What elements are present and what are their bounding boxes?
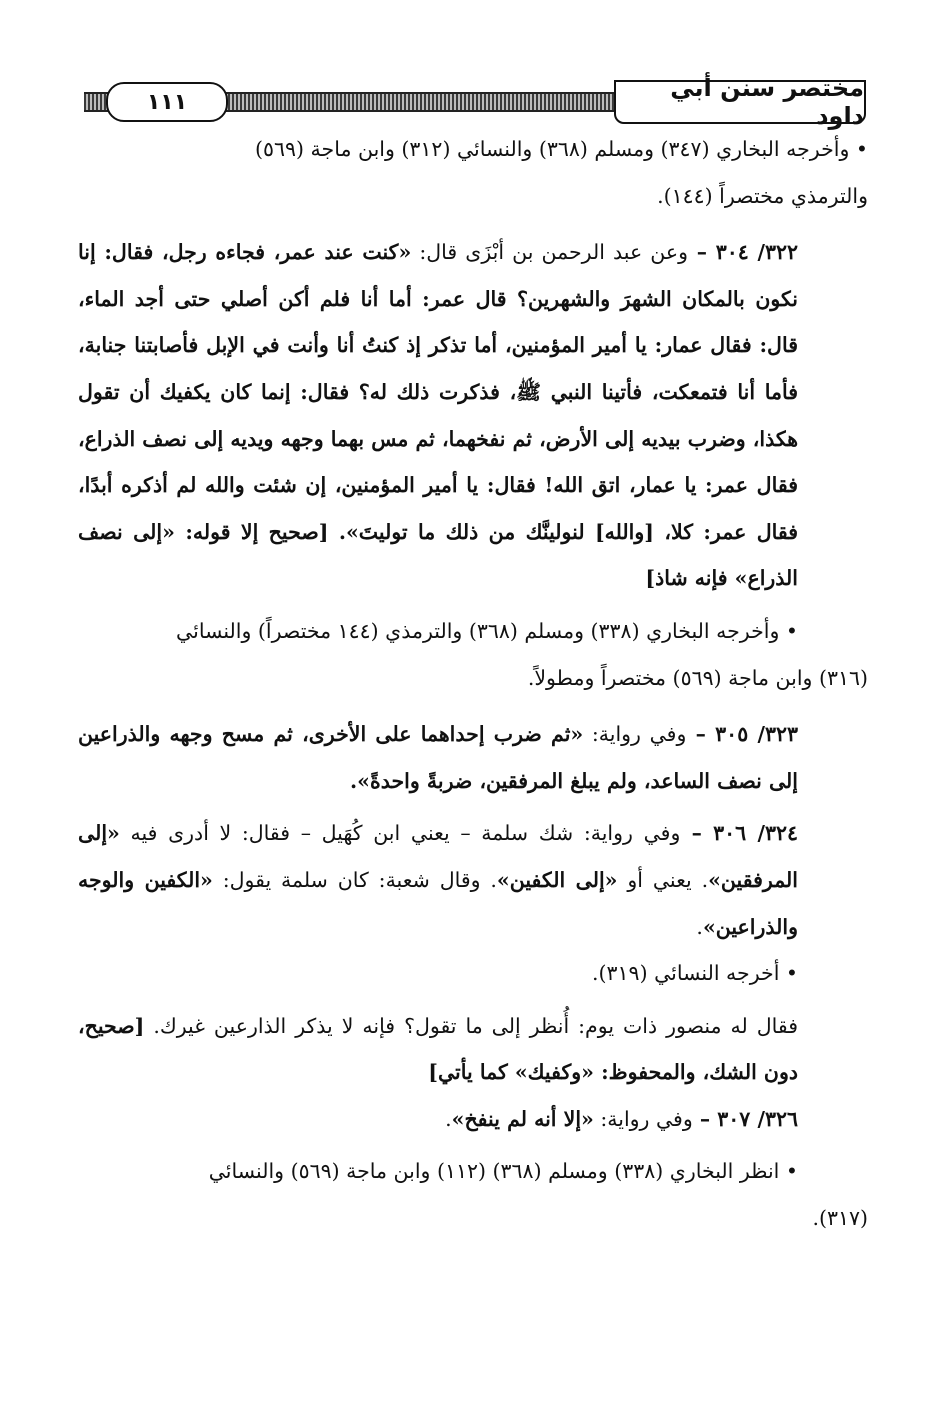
page-header [84,74,866,130]
book-title: مختصر سنن أبي داود [614,80,866,124]
hadith-entry [78,711,868,804]
takhrij-line: • انظر البخاري (٣٣٨) ومسلم (٣٦٨) (١١٢) وابن ماجة (٥٦٩) والنسائي [208,1159,798,1184]
hadith-number: ٣٢٦/ ٣٠٧ – [692,1106,798,1131]
takhrij-line: (٣١٦) وابن ماجة (٥٦٩) مختصراً ومطولاً. [527,665,868,690]
hadith-number: ٣٢٢/ ٣٠٤ – [688,240,799,265]
hadith-intro: وفي رواية: [583,722,687,747]
takhrij-line: • وأخرجه البخاري (٣٣٨) ومسلم (٣٦٨) والترمذي (١٤٤ مختصراً) والنسائي [176,618,798,643]
hadith-connector: . وقال شعبة: كان سلمة يقول: [212,867,497,892]
commentary-text: فقال له منصور ذات يوم: أُنظر إلى ما تقول؟ فإنه لا يذكر الذارعين غيرك. [144,1013,798,1038]
hadith-end: . [696,914,703,939]
takhrij-line: • أخرجه النسائي (٣١٩). [592,961,798,986]
hadith-entry [78,1096,868,1143]
hadith-intro: وفي رواية: [593,1106,693,1131]
hadith-text: «إلا أنه لم ينفخ» [451,1106,594,1131]
hadith-entry [78,810,868,950]
hadith-quote: «الكفين والوجه والذراعين» [78,867,798,939]
hadith-quote: «إلى الكفين» [496,867,618,892]
footnote-takhrij [78,950,868,997]
footnote-takhrij [78,1148,868,1241]
hadith-text: «كنت عند عمر، فجاءه رجل، فقال: إنا نكون بالمكان الشهرَ والشهرين؟ قال عمر: أما أنا فلم أكن أصلي حتى أجد الماء، قال: فقال عمار: يا أمير المؤمنين، أما تذكر إذ كنتُ أنا وأنت في الإبل فأصابتنا جنابة، فأما أنا فتمعكت، فأتينا النبي ﷺ، فذكرت ذلك له؟ فقال: إنما كان يكفيك أن تقول هكذا، وضرب بيديه إلى الأرض، ثم نفخهما، ثم مس بهما وجهه ويديه إلى نصف الذراع، فقال عمر: يا عمار، اتق الله! فقال: يا أمير المؤمنين، إن شئت والله لم أذكره أبدًا، فقال عمر: كلا، [والله] لنولينَّك من ذلك ما توليتَ». [78,240,799,544]
takhrij-line: (٣١٧). [812,1206,868,1231]
hadith-intro: وفي رواية: شك سلمة – يعني ابن كُهَيل – فقال: لا أدرى فيه [119,821,681,846]
page-number: ١١١ [106,82,228,122]
hadith-entry [78,229,868,602]
footnote-takhrij [78,608,868,701]
takhrij-line: والترمذي مختصراً (١٤٤). [657,183,868,208]
footnote-takhrij [78,126,868,219]
page-body [78,126,868,1242]
hadith-end: . [445,1106,452,1131]
commentary-entry [78,1003,868,1096]
hadith-text: «ثم ضرب إحداهما على الأخرى، ثم مسح وجهه والذراعين إلى نصف الساعد، ولم يبلغ المرفقين، ضربةً واحدةً». [78,722,798,793]
hadith-quote: «إلى المرفقين» [78,821,798,892]
hadith-connector: . يعني أو [617,867,709,892]
takhrij-line: • وأخرجه البخاري (٣٤٧) ومسلم (٣٦٨) والنسائي (٣١٢) وابن ماجة (٥٦٩) [255,137,868,161]
hadith-number: ٣٢٣/ ٣٠٥ – [686,722,799,747]
hadith-number: ٣٢٤/ ٣٠٦ – [680,821,799,846]
hadith-grade: [صحيح، دون الشك، والمحفوظ: «وكفيك» كما يأتي] [78,1013,798,1085]
hadith-intro: وعن عبد الرحمن بن أبْزَى قال: [411,240,689,265]
hadith-grade: [صحيح إلا قوله: «إلى نصف الذراع» فإنه شاذ] [78,519,798,591]
